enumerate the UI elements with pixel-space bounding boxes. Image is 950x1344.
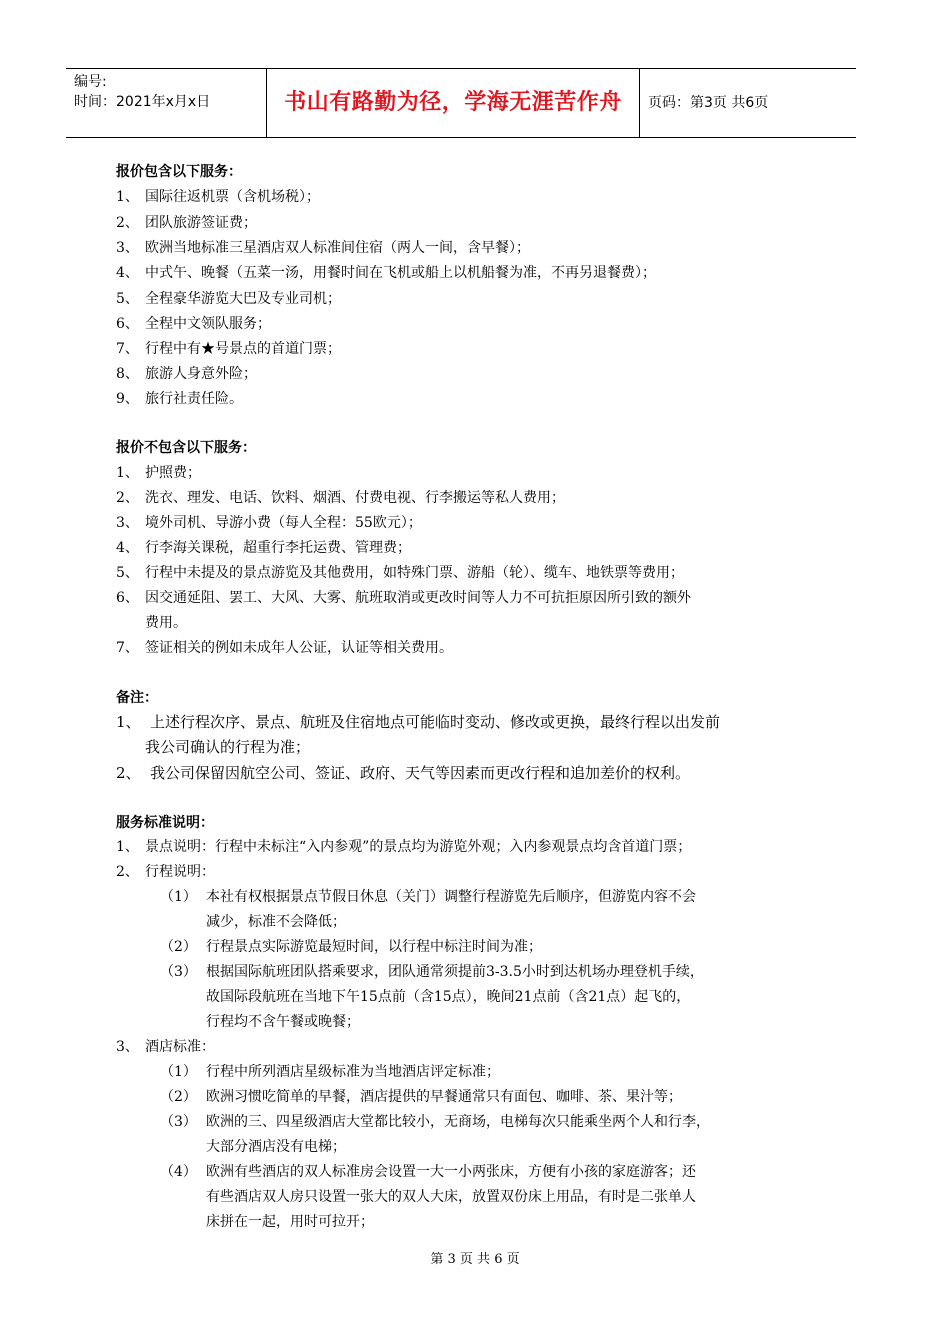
header-meta-cell <box>66 69 267 137</box>
sub-item-text: 欧洲有些酒店的双人标准房会设置一大一小两张床，方便有小孩的家庭游客；还 <box>206 1164 696 1180</box>
list-item-text: 全程豪华游览大巴及专业司机； <box>145 291 341 307</box>
list-item-text: 酒店标准： <box>145 1039 215 1055</box>
list-item-number: 6、 <box>116 316 139 332</box>
sub-item-number: （4） <box>160 1164 197 1180</box>
list-item-number: 6、 <box>116 590 139 606</box>
list-item-number: 2、 <box>116 490 139 506</box>
sub-item-number: （3） <box>160 1114 197 1130</box>
list-item-number: 1、 <box>116 839 139 855</box>
sub-item-number: （1） <box>160 889 197 905</box>
list-item-number: 1、 <box>116 189 139 205</box>
list-item-number: 8、 <box>116 366 139 382</box>
list-item-number: 1、 <box>116 465 139 481</box>
sub-item-text: 欧洲习惯吃简单的早餐，酒店提供的早餐通常只有面包、咖啡、茶、果汁等； <box>206 1089 682 1105</box>
sub-item-text: 欧洲的三、四星级酒店大堂都比较小，无商场，电梯每次只能乘坐两个人和行李， <box>206 1114 710 1130</box>
list-item-text: 旅游人身意外险； <box>145 366 257 382</box>
serial-label: 编号: <box>74 74 107 90</box>
list-item-text: 签证相关的例如未成年人公证，认证等相关费用。 <box>145 640 453 656</box>
sub-item-text: 行程均不含午餐或晚餐； <box>206 1014 360 1030</box>
list-item-number: 7、 <box>116 640 139 656</box>
list-item-text: 全程中文领队服务； <box>145 316 271 332</box>
sub-item-number: （2） <box>160 939 197 955</box>
sub-item-text: 故国际段航班在当地下午15点前（含15点），晚间21点前（含21点）起飞的， <box>206 989 691 1005</box>
sub-item-text: 减少，标准不会降低； <box>206 914 346 930</box>
list-item-text: 护照费； <box>145 465 201 481</box>
sub-item-text: 行程景点实际游览最短时间，以行程中标注时间为准； <box>206 939 542 955</box>
list-item-number: 4、 <box>116 265 139 281</box>
sub-item-text: 行程中所列酒店星级标准为当地酒店评定标准； <box>206 1064 500 1080</box>
list-item-text: 国际往返机票（含机场税）； <box>145 189 320 205</box>
list-item-text: 行李海关课税，超重行李托运费、管理费； <box>145 540 411 556</box>
sub-item-text: 大部分酒店没有电梯； <box>206 1139 346 1155</box>
list-item-text: 我公司保留因航空公司、签证、政府、天气等因素而更改行程和追加差价的权利。 <box>150 764 691 782</box>
list-item-text-continued: 费用。 <box>145 615 187 631</box>
list-item-text: 因交通延阻、罢工、大风、大雾、航班取消或更改时间等人力不可抗拒原因所引致的额外 <box>145 590 691 606</box>
header-page-label: 页码：第3页 共6页 <box>648 95 769 111</box>
sub-item-number: （2） <box>160 1089 197 1105</box>
sub-item-text: 有些酒店双人房只设置一张大的双人大床，放置双份床上用品，有时是二张单人 <box>206 1189 696 1205</box>
list-item-text: 团队旅游签证费； <box>145 215 257 231</box>
sub-item-text: 床拼在一起，用时可拉开； <box>206 1214 374 1230</box>
list-item-text: 中式午、晚餐（五菜一汤，用餐时间在飞机或船上以机船餐为准，不再另退餐费）； <box>145 265 656 281</box>
list-item-number: 5、 <box>116 291 139 307</box>
list-item-number: 1、 <box>116 713 141 731</box>
page-footer: 第 3 页 共 6 页 <box>430 1252 520 1267</box>
section-excluded-title: 报价不包含以下服务： <box>116 440 256 456</box>
section-standards-title: 服务标准说明： <box>116 815 214 831</box>
list-item-number: 9、 <box>116 391 139 407</box>
list-item-number: 2、 <box>116 215 139 231</box>
list-item-number: 3、 <box>116 1039 139 1055</box>
list-item-text: 行程中有★号景点的首道门票； <box>145 341 341 357</box>
header-motto: 书山有路勤为径，学海无涯苦作舟 <box>267 69 640 137</box>
list-item-text: 行程中未提及的景点游览及其他费用，如特殊门票、游船（轮）、缆车、地铁票等费用； <box>145 565 684 581</box>
list-item-text: 上述行程次序、景点、航班及住宿地点可能临时变动、修改或更换，最终行程以出发前 <box>150 713 721 731</box>
list-item-number: 4、 <box>116 540 139 556</box>
list-item-number: 2、 <box>116 764 141 782</box>
time-label: 时间：2021年x月x日 <box>74 94 211 110</box>
list-item-text: 洗衣、理发、电话、饮料、烟酒、付费电视、行李搬运等私人费用； <box>145 490 565 506</box>
section-notes-title: 备注： <box>116 690 158 706</box>
list-item-text: 景点说明：行程中未标注“入内参观”的景点均为游览外观；入内参观景点均含首道门票； <box>145 839 692 855</box>
list-item-number: 7、 <box>116 341 139 357</box>
list-item-number: 3、 <box>116 240 139 256</box>
page-header <box>66 68 856 138</box>
list-item-text: 旅行社责任险。 <box>145 391 243 407</box>
list-item-number: 2、 <box>116 864 139 880</box>
sub-item-text: 本社有权根据景点节假日休息（关门）调整行程游览先后顺序，但游览内容不会 <box>206 889 696 905</box>
list-item-text: 欧洲当地标准三星酒店双人标准间住宿（两人一间，含早餐）； <box>145 240 530 256</box>
list-item-text: 行程说明： <box>145 864 215 880</box>
sub-item-number: （3） <box>160 964 197 980</box>
list-item-number: 3、 <box>116 515 139 531</box>
sub-item-text: 根据国际航班团队搭乘要求，团队通常须提前3-3.5小时到达机场办理登机手续， <box>206 964 704 980</box>
list-item-text-continued: 我公司确认的行程为准； <box>145 738 311 756</box>
list-item-number: 5、 <box>116 565 139 581</box>
sub-item-number: （1） <box>160 1064 197 1080</box>
section-included-title: 报价包含以下服务： <box>116 164 242 180</box>
list-item-text: 境外司机、导游小费（每人全程：55欧元）； <box>145 515 422 531</box>
